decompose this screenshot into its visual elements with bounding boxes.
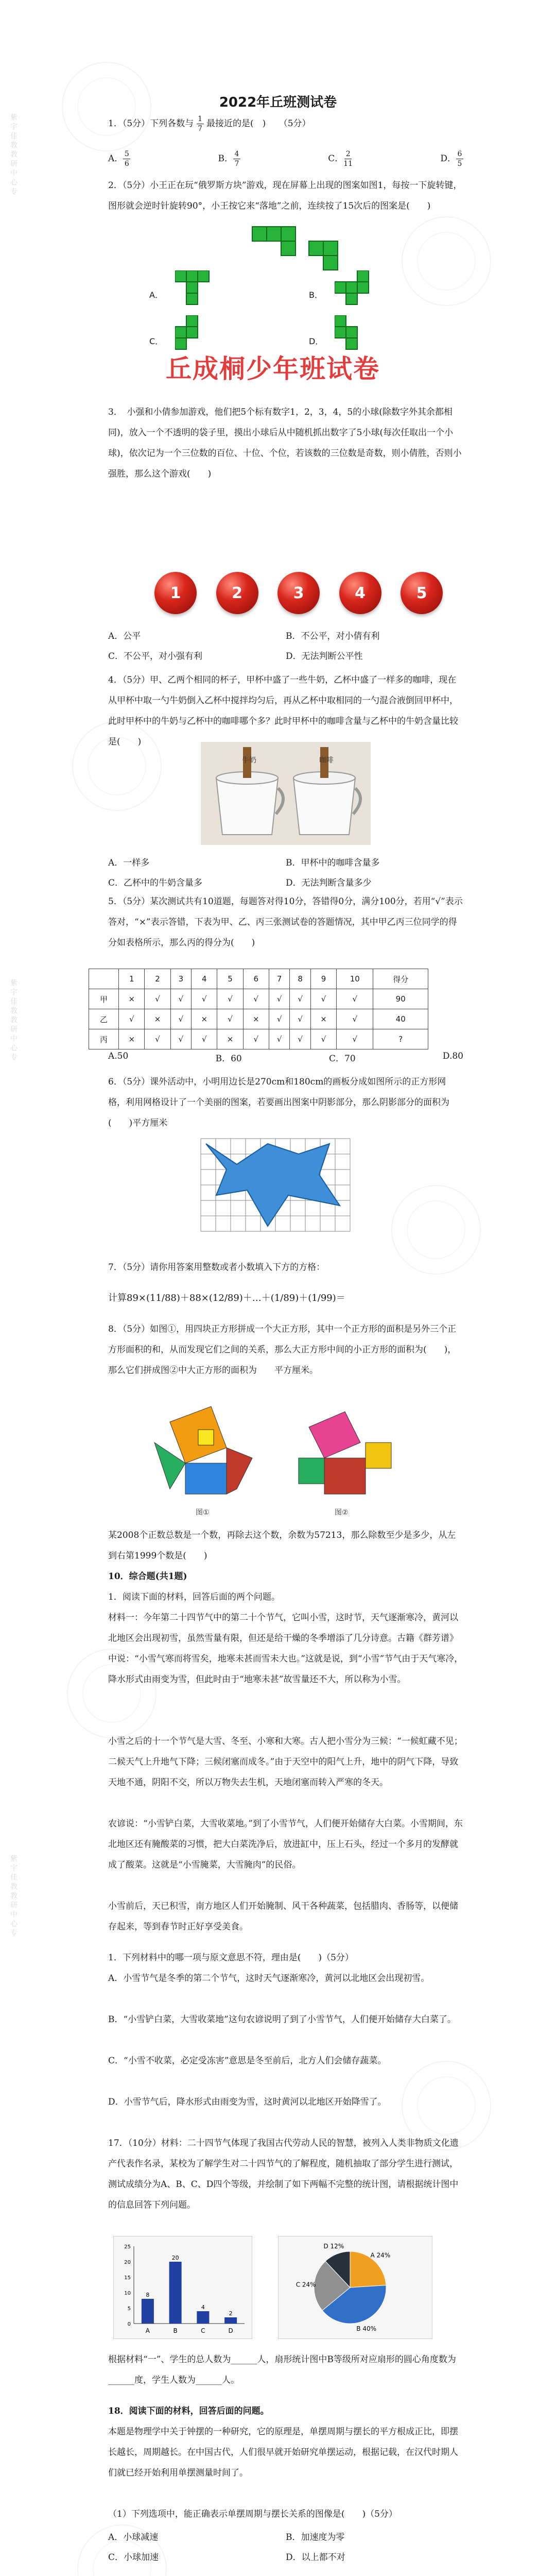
q18-option-c[interactable]: C．小球加速: [108, 2552, 159, 2563]
numbered-ball: 4: [339, 572, 381, 614]
q10-option-a[interactable]: A．小雪节气是冬季的第二个节气，这时天气逐渐寒冷，黄河以北地区会出现初雪。: [108, 1973, 430, 1984]
tick-label: A: [145, 2327, 150, 2334]
q1-option-b[interactable]: B． $\frac{4}{7}$: [218, 149, 241, 168]
tetris-block: [267, 227, 281, 241]
slice-label: A 24%: [370, 2251, 391, 2259]
table-cell: 90: [373, 989, 428, 1009]
table-cell: √: [337, 1009, 373, 1029]
data-label: 4: [201, 2304, 205, 2311]
q4-options: [108, 855, 463, 888]
table-header-cell: 4: [192, 969, 217, 989]
table-cell: √: [290, 1009, 311, 1029]
bar: [224, 2317, 237, 2324]
q10-option-b[interactable]: B．“小雪铲白菜，大雪收菜地”这句农谚说明了到了小雪节气，人们便开始储存大白菜了。: [108, 2014, 456, 2025]
q2-option-d-figure: [335, 315, 376, 351]
q8-caption-2: 图②: [335, 1509, 349, 1517]
question-18-heading: 18．阅读下面的材料，回答后面的问题。: [108, 2406, 269, 2416]
table-cell: ×: [310, 1009, 336, 1029]
y-tick-label: 0: [127, 2321, 131, 2327]
q2-option-c[interactable]: C．: [149, 336, 164, 346]
q10-paragraph-1: 材料一：今年第二十四节气中的第二十个节气，它叫小雪，这时节，天气逐渐寒冷，黄河以北地区会出现初雪，虽然雪量有限，但还是给干燥的冬季增添了几分诗意。古籍《群芳谱》中说：“小雪气寒而将雪矣，地寒未甚而雪未大也。”这就是说，到“小雪”节气由于天气寒冷，降水形式由雨变为雪，但此时由于“地寒未甚”故雪量还不大，所以称为小雪。: [108, 1613, 463, 1685]
numbered-ball: 3: [277, 572, 320, 614]
q1-stem: 1．（5分）下列各数与: [108, 118, 194, 129]
table-header-cell: 8: [290, 969, 311, 989]
table-cell: √: [192, 989, 217, 1009]
table-cell: √: [243, 1029, 269, 1049]
table-row: [89, 1029, 428, 1049]
q7-expression: 计算89×(11/88)＋88×(12/89)＋…＋(1/89)＋(1/99)＝: [108, 1293, 345, 1303]
q2-option-a-figure: [175, 270, 216, 307]
table-cell: √: [269, 989, 290, 1009]
y-tick-label: 15: [124, 2275, 131, 2281]
q18-subquestion: （1）下列选项中，能正确表示单摆周期与摆长关系的图像是( )（5分）: [108, 2509, 397, 2519]
exam-banner: 丘成桐少年班试卷: [166, 354, 380, 384]
q10-paragraph-2: 小雪之后的十一个节气是大雪、冬至、小寒和大寒。古人把小雪分为三候：“一候虹藏不见；二候天气上升地气下降；三候闭塞而成冬。”由于天空中的阳气上升，地中的阴气下降，导致天地不通，阴阳不交，所以万物失去生机，天地闭塞而转入严寒的冬天。: [108, 1736, 463, 1788]
table-cell: √: [310, 1029, 336, 1049]
q5-option-a[interactable]: A.50: [108, 1051, 129, 1061]
q10-paragraph-3: 农谚说：“小雪铲白菜，大雪收菜地。”到了小雪节气，人们便开始储存大白菜。小雪期间，东北地区还有腌酸菜的习惯，把大白菜洗净后，放进缸中，压上石头，经过一个多月的发酵就成了酸菜。这就是“小雪腌菜，大雪腌肉”的民俗。: [108, 1819, 463, 1870]
shaded-region: [206, 1144, 340, 1226]
table-cell: √: [337, 989, 373, 1009]
q1-frac-num: 1: [198, 115, 202, 123]
page-title: 2022年丘班测试卷: [219, 95, 337, 110]
y-tick-label: 20: [124, 2260, 131, 2265]
tetris-block: [323, 256, 338, 270]
q10-paragraph-4: 小雪前后，天已积雪，南方地区人们开始腌制、风干各种蔬菜，包括腊肉、香肠等，以便储存起来，等到春节时正好享受美食。: [108, 1901, 458, 1932]
table-cell: √: [290, 1029, 311, 1049]
q5-options: [108, 1051, 463, 1064]
table-cell: ×: [119, 989, 145, 1009]
question-6: 6．（5分）课外活动中，小明用边长是270cm和180cm的画板分成如图所示的正方形网格，利用网格设计了一个美丽的图案，若要画出图案中阴影部分，那么阴影部分的面积为( )平方厘米: [108, 1077, 449, 1128]
cup-label: 牛奶: [242, 756, 256, 765]
table-cell: √: [290, 989, 311, 1009]
tetris-block: [323, 241, 338, 256]
q18-option-a[interactable]: A．小球减速: [108, 2532, 159, 2543]
q10-intro: 1．阅读下面的材料，回答后面的两个问题。: [108, 1592, 280, 1602]
table-header-cell: 3: [170, 969, 192, 989]
q1-frac-den: 7: [198, 125, 202, 133]
tick-label: C: [201, 2327, 205, 2334]
table-header-cell: [89, 969, 119, 989]
q2-option-d[interactable]: D．: [309, 336, 324, 346]
table-cell: √: [170, 989, 192, 1009]
table-header-cell: 6: [243, 969, 269, 989]
table-cell: √: [119, 1009, 145, 1029]
q2-option-a[interactable]: A．: [149, 290, 163, 300]
q1-fraction: [197, 114, 204, 133]
q1-stem-end: 最接近的是( ) （5分）: [206, 118, 311, 129]
q2-option-c-figure: [175, 315, 216, 351]
question-19: [108, 2571, 463, 2576]
table-header-cell: 10: [337, 969, 373, 989]
table-cell: √: [269, 1009, 290, 1029]
question-7: 7．（5分）请你用答案用整数或者小数填入下方的方格：: [108, 1262, 325, 1273]
table-cell: √: [170, 1009, 192, 1029]
slice-label: C 24%: [296, 2281, 316, 2289]
bar: [169, 2262, 182, 2324]
table-cell: ×: [243, 1009, 269, 1029]
q1-option-d[interactable]: D． $\frac{6}{5}$: [440, 149, 463, 168]
data-label: 8: [146, 2292, 150, 2298]
numbered-ball: 1: [154, 572, 197, 614]
bar: [142, 2299, 154, 2324]
slice-label: B 40%: [356, 2325, 377, 2332]
table-row: [89, 1009, 428, 1029]
q3-option-d[interactable]: D．无法判断公平性: [286, 651, 363, 662]
q4-option-d[interactable]: D．无法判断含量多少: [286, 878, 372, 888]
tetris-block: [281, 227, 296, 241]
table-cell: √: [269, 1029, 290, 1049]
q4-option-a[interactable]: A．一样多: [108, 858, 150, 868]
bar: [197, 2311, 209, 2324]
data-label: 20: [171, 2255, 179, 2261]
tetris-block: [281, 241, 296, 256]
question-4: 4．（5分）甲、乙两个相同的杯子，甲杯中盛了一些牛奶，乙杯中盛了一样多的咖啡，现在从甲杯中取一勺牛奶倒入乙杯中搅拌均匀后，再从乙杯中取相同的一勺混合液倒回甲杯中，此时甲杯中的牛奶与乙杯中的咖啡哪个多？此时甲杯中的咖啡含量与乙杯中的牛奶含量比较是( ): [108, 675, 458, 747]
q1-option-a[interactable]: A． $\frac{5}{6}$: [108, 149, 130, 168]
table-cell: √: [310, 989, 336, 1009]
table-header-cell: 1: [119, 969, 145, 989]
q5-option-c[interactable]: C．70: [329, 1054, 356, 1064]
table-cell: ?: [373, 1029, 428, 1049]
table-cell: √: [243, 989, 269, 1009]
table-header-cell: 2: [145, 969, 170, 989]
q5-option-d[interactable]: D.80: [442, 1051, 463, 1061]
q5-option-b[interactable]: B．60: [215, 1054, 242, 1064]
table-header-cell: 7: [269, 969, 290, 989]
question-5: 5．（5分）某次测试共有10道题，每题答对得10分，答错得0分，满分100分，若用“√”表示答对，“×”表示答错，下表为甲、乙、丙三张测试卷的答题情况，其中甲乙丙三位同学的得分如表格所示，那么丙的得分为( ): [108, 896, 463, 948]
table-cell: √: [145, 1029, 170, 1049]
q10-option-d[interactable]: D．小雪节气后，降水形式由雨变为雪，这时黄河以北地区开始降雪了。: [108, 2097, 387, 2107]
q4-cups-figure: [201, 742, 371, 845]
tetris-block: [252, 227, 267, 241]
table-header-cell: 9: [310, 969, 336, 989]
q8-figure-1: [149, 1401, 263, 1504]
numbered-ball: 5: [401, 572, 443, 614]
data-label: 2: [229, 2310, 233, 2317]
table-cell: 甲: [89, 989, 119, 1009]
q1-options: [108, 149, 463, 168]
q10-subquestion: 1．下列材料中的哪一项与原文意思不符，理由是( )（5分）: [108, 1953, 354, 1963]
q17-bar-chart: [113, 2236, 252, 2339]
q18-option-b[interactable]: B．加速度为零: [286, 2532, 345, 2543]
y-tick-label: 10: [124, 2291, 131, 2296]
q18-text: 本题是物理学中关于钟摆的一种研究，它的原理是，单摆周期与摆长的平方根成正比，即摆长越长，周期越长。在中国古代，人们很早就开始研究单摆运动，根据记载，在汉代时期人们就已经开始利用单摆测量时间了。: [108, 2427, 458, 2478]
table-row: [89, 989, 428, 1009]
q2-option-b[interactable]: B．: [309, 290, 323, 300]
q3-balls: [154, 572, 443, 618]
table-cell: ×: [145, 1009, 170, 1029]
q3-option-c[interactable]: C．不公平，对小强有利: [108, 651, 203, 662]
q2-tetris-figure: [242, 222, 345, 273]
table-cell: √: [217, 989, 243, 1009]
numbered-ball: 2: [216, 572, 258, 614]
side-watermark-text: 紫宇佳教教研中心专: [9, 1855, 18, 1938]
table-cell: ×: [217, 1029, 243, 1049]
table-cell: √: [145, 989, 170, 1009]
q18-options: [108, 2530, 463, 2563]
cup-label: 咖啡: [319, 756, 334, 765]
q2-option-b-figure: [335, 270, 376, 307]
question-17: 17．（10分）材料：二十四节气体现了我国古代劳动人民的智慧，被列入人类非物质文化遗产代表作名录，某校为了解学生对二十四节气的了解程度，随机抽取了部分学生进行测试，测试成绩分为A、B、C、D四个等级，并绘制了如下两幅不完整的统计图，请根据统计图中的信息回答下列问题。: [108, 2138, 459, 2210]
table-cell: 丙: [89, 1029, 119, 1049]
q8-figure-2: [288, 1401, 402, 1504]
question-8: 8．（5分）如图①，用四块正方形拼成一个大正方形，其中一个正方形的面积是另外三个正方形面积的和，从而发现它们之间的关系，那么大正方形中间的小正方形的面积为( )，那么它们拼成图②中大正方形的面积为 平方厘米。: [108, 1324, 457, 1376]
side-watermark-text: 紫宇佳教教研中心专: [9, 113, 18, 197]
q3-options: [108, 629, 463, 662]
table-cell: √: [170, 1029, 192, 1049]
tick-label: B: [173, 2327, 178, 2334]
question-10-heading: 10．综合题(共1题): [108, 1571, 187, 1582]
q3-option-a[interactable]: A．公平: [108, 631, 141, 641]
q17-questions: 根据材料“一”、学生的总人数为______人，扇形统计图中B等级所对应扇形的圆心角度数为______度，学生人数为______人。: [108, 2354, 456, 2385]
q10-option-c[interactable]: C．“小雪不收菜，必定受冻害”意思是冬至前后，北方人们会储存蔬菜。: [108, 2056, 387, 2066]
table-header-row: [89, 969, 428, 989]
side-watermark-text: 紫宇佳教教研中心专: [9, 979, 18, 1062]
y-tick-label: 5: [127, 2306, 131, 2312]
table-header-cell: 5: [217, 969, 243, 989]
table-cell: 乙: [89, 1009, 119, 1029]
q18-option-d[interactable]: D．以上都不对: [286, 2552, 345, 2563]
table-cell: √: [217, 1009, 243, 1029]
tetris-block: [309, 241, 323, 256]
table-cell: √: [192, 1029, 217, 1049]
question-2: 2．（5分）小王正在玩“俄罗斯方块”游戏，现在屏幕上出现的图案如图1，每按一下旋转键，图形就会逆时针旋转90°，小王按它来“落地”之前，连续按了15次后的图案是( ): [108, 180, 462, 211]
question-9: 某2008个正数总数是一个数，再除去这个数，余数为57213，那么除数至少是多少，从左到右第1999个数是( ): [108, 1530, 456, 1561]
table-cell: ×: [192, 1009, 217, 1029]
q8-caption-1: 图①: [196, 1509, 210, 1517]
slice-label: D 12%: [323, 2243, 344, 2250]
q1-option-c[interactable]: C． $\frac{2}{11}$: [328, 150, 353, 168]
table-cell: √: [337, 1029, 373, 1049]
table-cell: 40: [373, 1009, 428, 1029]
y-tick-label: 25: [124, 2244, 131, 2250]
tick-label: D: [228, 2327, 233, 2334]
watermark-seal: [402, 216, 491, 306]
q4-option-b[interactable]: B．甲杯中的咖啡含量多: [286, 858, 380, 868]
q17-pie-chart: [278, 2236, 432, 2339]
question-3: 3． 小强和小倩参加游戏，他们把5个标有数字1，2，3，4，5的小球(除数字外其余都相同)，放入一个不透明的袋子里，摸出小球后从中随机抓出数字了5小球(每次任取出一个小球)，依次记为一个三位数的百位、十位、个位，若该数的三位数是奇数，则小倩胜，否则小强胜，那么这个游戏( ): [108, 407, 462, 479]
q5-answer-table: [89, 969, 428, 1049]
q6-grid-figure: [196, 1133, 355, 1236]
q3-option-b[interactable]: B．不公平，对小倩有利: [286, 631, 380, 641]
table-header-cell: 得分: [373, 969, 428, 989]
table-cell: ×: [119, 1029, 145, 1049]
question-1: [108, 113, 463, 134]
q4-option-c[interactable]: C．乙杯中的牛奶含量多: [108, 878, 203, 888]
